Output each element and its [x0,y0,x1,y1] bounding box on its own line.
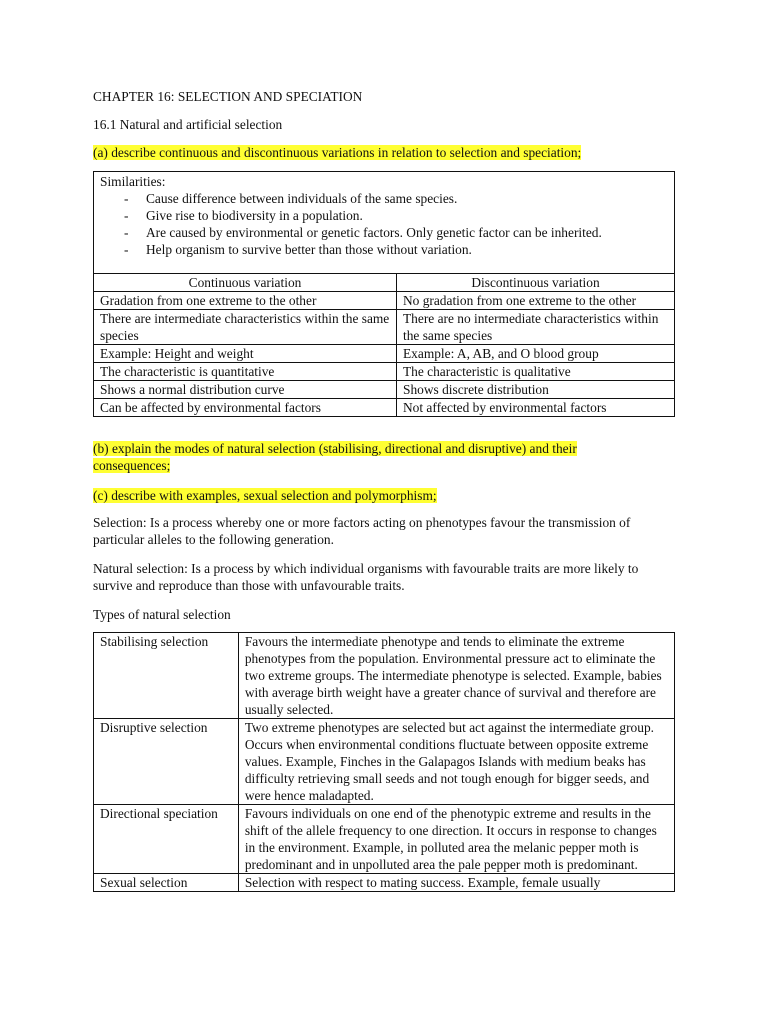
similarity-item: - Help organism to survive better than those without variation. [124,241,668,258]
selection-type-desc: Two extreme phenotypes are selected but act against the intermediate group. Occurs when environmental conditions fluctuate between opposite extreme values. Example, Finches in the Galapagos Islands with medium beaks has difficulty retrieving small seeds and not tough enough for bigger seeds, and were hence maladapted. [238,719,674,805]
similarities-list [100,190,668,258]
objective-b-line2: consequences; [93,458,171,473]
table-row [94,363,675,381]
table-row [94,633,675,719]
continuous-cell: Example: Height and weight [94,345,397,363]
continuous-cell: The characteristic is quantitative [94,363,397,381]
selection-type-desc: Favours the intermediate phenotype and tends to eliminate the extreme phenotypes from the population. Environmental pressure act to eliminate the two extreme groups. The intermediate phenotype is selected. Example, babies with average birth weight have a greater chance of survival and therefore are usually selected. [238,633,674,719]
discontinuous-cell: Example: A, AB, and O blood group [397,345,675,363]
natural-selection-definition: Natural selection: Is a process by which individual organisms with favourable traits are more likely to survive and reproduce than those with unfavourable traits. [93,561,639,593]
selection-definition: Selection: Is a process whereby one or more factors acting on phenotypes favour the transmission of particular alleles to the following generation. [93,515,631,547]
similarity-item: - Cause difference between individuals of the same species. [124,190,668,207]
selection-type-name: Sexual selection [94,874,239,892]
table-row [94,805,675,874]
continuous-cell: Gradation from one extreme to the other [94,292,397,310]
variation-header-row [94,274,675,292]
discontinuous-cell: Not affected by environmental factors [397,399,675,417]
selection-types-table [93,632,675,892]
table-row [94,381,675,399]
selection-type-desc: Favours individuals on one end of the phenotypic extreme and results in the shift of the allele frequency to one direction. It occurs in response to changes in the environment. Example, in polluted area the melanic pepper moth is predominant and in unpolluted area the pale pepper moth is predominant. [238,805,674,874]
table-row [94,399,675,417]
variation-table [93,171,675,417]
table-row [94,874,675,892]
continuous-cell: Shows a normal distribution curve [94,381,397,399]
table-row [94,310,675,345]
similarities-label: Similarities: [100,174,166,189]
objective-b-line1: (b) explain the modes of natural selection (stabilising, directional and disruptive) and their [93,441,577,456]
table-row [94,292,675,310]
header-continuous: Continuous variation [94,274,397,292]
continuous-cell: There are intermediate characteristics within the same species [94,310,397,345]
types-heading: Types of natural selection [93,607,231,622]
similarity-item: - Give rise to biodiversity in a population. [124,207,668,224]
discontinuous-cell: Shows discrete distribution [397,381,675,399]
objective-c: (c) describe with examples, sexual selection and polymorphism; [93,488,437,503]
table-row [94,345,675,363]
section-title: 16.1 Natural and artificial selection [93,117,283,132]
similarities-cell [94,172,675,274]
objective-a: (a) describe continuous and discontinuous variations in relation to selection and speciation; [93,145,582,160]
selection-type-name: Stabilising selection [94,633,239,719]
selection-type-desc: Selection with respect to mating success. Example, female usually [238,874,674,892]
discontinuous-cell: The characteristic is qualitative [397,363,675,381]
chapter-title: CHAPTER 16: SELECTION AND SPECIATION [93,89,363,104]
discontinuous-cell: No gradation from one extreme to the other [397,292,675,310]
table-row [94,719,675,805]
similarity-item: - Are caused by environmental or genetic factors. Only genetic factor can be inherited. [124,224,616,241]
selection-type-name: Directional speciation [94,805,239,874]
continuous-cell: Can be affected by environmental factors [94,399,397,417]
objective-b [93,440,683,474]
discontinuous-cell: There are no intermediate characteristics within the same species [397,310,675,345]
header-discontinuous: Discontinuous variation [397,274,675,292]
selection-type-name: Disruptive selection [94,719,239,805]
